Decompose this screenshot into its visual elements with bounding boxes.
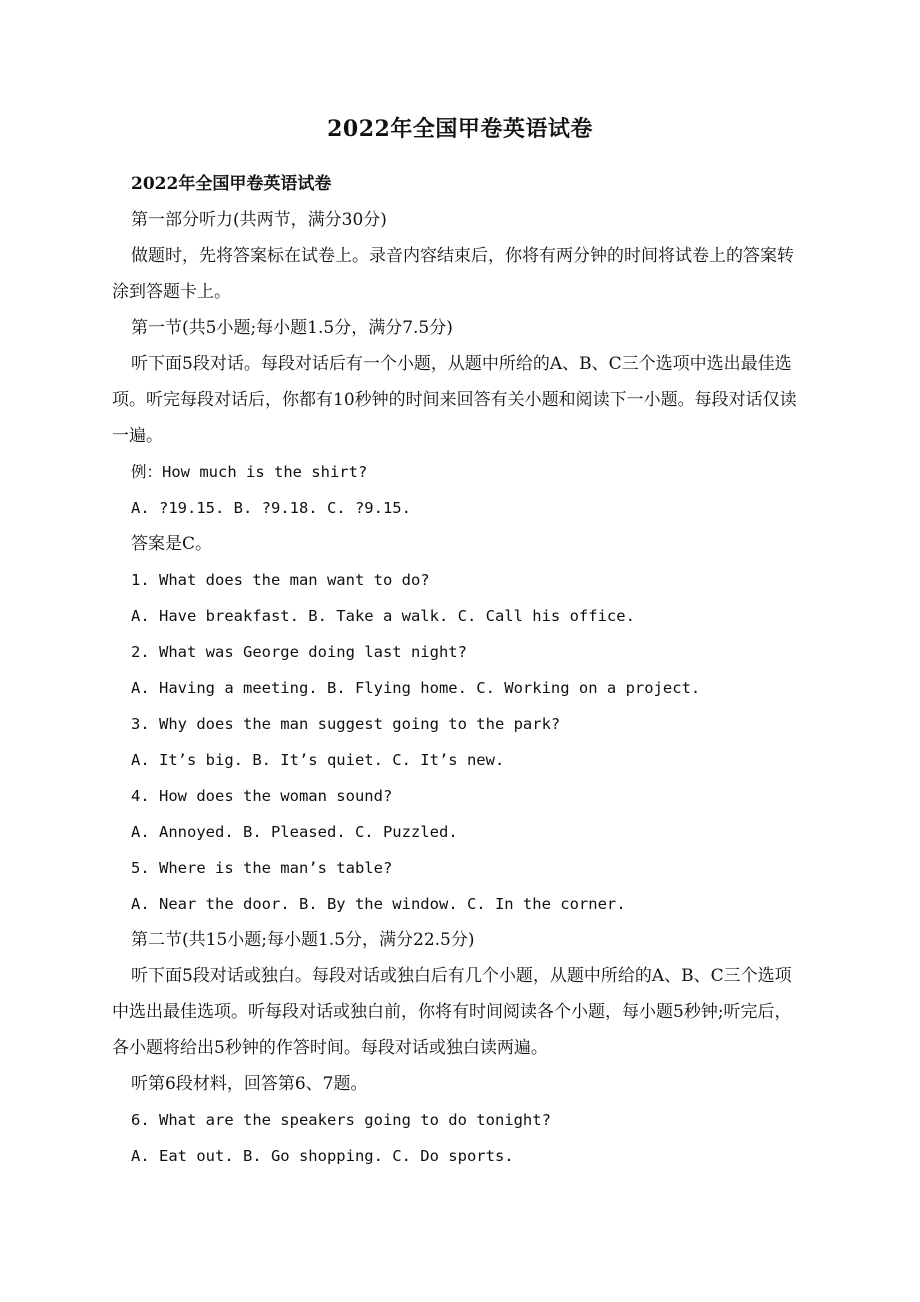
section1-instructions: 听下面5段对话。每段对话后有一个小题，从题中所给的A、B、C三个选项中选出最佳选项。听完每段对话后，你都有10秒钟的时间来回答有关小题和阅读下一小题。每段对话仅读一遍。 — [112, 354, 797, 446]
question-2-options: A. Having a meeting. B. Flying home. C. Working on a project. — [131, 679, 701, 697]
document-body — [112, 166, 806, 1174]
question-2: 2. What was George doing last night? — [131, 643, 467, 661]
document-title: 2022年全国甲卷英语试卷 — [327, 116, 593, 142]
question-5-options: A. Near the door. B. By the window. C. In the corner. — [131, 895, 626, 913]
part1-heading: 第一部分听力(共两节，满分30分) — [131, 210, 387, 230]
example-options: A. ?19.15. B. ?9.18. C. ?9.15. — [131, 499, 411, 517]
instructions-paragraph: 做题时，先将答案标在试卷上。录音内容结束后，你将有两分钟的时间将试卷上的答案转涂到答题卡上。 — [112, 246, 794, 302]
question-5: 5. Where is the man’s table? — [131, 859, 393, 877]
example-question: 例：How much is the shirt? — [131, 463, 368, 481]
question-3-options: A. It’s big. B. It’s quiet. C. It’s new. — [131, 751, 505, 769]
question-4: 4. How does the woman sound? — [131, 787, 393, 805]
document-subtitle: 2022年全国甲卷英语试卷 — [131, 174, 332, 194]
question-6-options: A. Eat out. B. Go shopping. C. Do sports. — [131, 1147, 514, 1165]
question-6: 6. What are the speakers going to do tonight? — [131, 1111, 551, 1129]
question-1: 1. What does the man want to do? — [131, 571, 430, 589]
question-4-options: A. Annoyed. B. Pleased. C. Puzzled. — [131, 823, 458, 841]
section2-instructions: 听下面5段对话或独白。每段对话或独白后有几个小题，从题中所给的A、B、C三个选项中选出最佳选项。听每段对话或独白前，你将有时间阅读各个小题，每小题5秒钟;听完后，各小题将给出5秒钟的作答时间。每段对话或独白读两遍。 — [112, 966, 792, 1058]
section2-heading: 第二节(共15小题;每小题1.5分，满分22.5分) — [131, 930, 475, 950]
question-3: 3. Why does the man suggest going to the park? — [131, 715, 561, 733]
section1-heading: 第一节(共5小题;每小题1.5分，满分7.5分) — [131, 318, 453, 338]
example-answer: 答案是C。 — [131, 534, 213, 554]
question-1-options: A. Have breakfast. B. Take a walk. C. Call his office. — [131, 607, 635, 625]
material-6-heading: 听第6段材料，回答第6、7题。 — [131, 1074, 368, 1094]
